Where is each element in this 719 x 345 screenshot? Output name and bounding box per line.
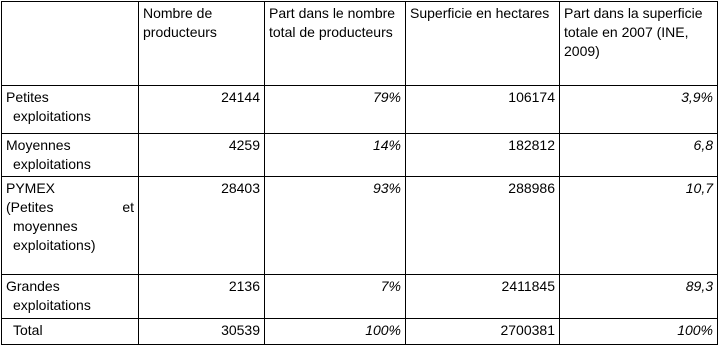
row-label-line: exploitations) bbox=[13, 237, 96, 253]
table-row bbox=[2, 177, 718, 275]
cell-part-superficie: 89,3 bbox=[560, 275, 718, 319]
table-row bbox=[2, 86, 718, 134]
cell-part-superficie: 10,7 bbox=[560, 177, 718, 275]
row-label-line: Petites bbox=[6, 89, 49, 105]
header-row bbox=[2, 2, 718, 86]
row-label-line bbox=[6, 198, 134, 217]
cell-part-nombre: 14% bbox=[265, 134, 406, 177]
header-cell-part-superficie: Part dans la superficie totale en 2007 (INE, 2009) bbox=[560, 2, 718, 86]
cell-part-nombre: 100% bbox=[265, 319, 406, 345]
cell-nombre: 24144 bbox=[139, 86, 265, 134]
cell-superficie: 288986 bbox=[406, 177, 560, 275]
row-label-word: et bbox=[122, 199, 134, 215]
cell-part-superficie: 100% bbox=[560, 319, 718, 345]
cell-superficie: 106174 bbox=[406, 86, 560, 134]
cell-nombre: 4259 bbox=[139, 134, 265, 177]
cell-superficie: 2411845 bbox=[406, 275, 560, 319]
table-row bbox=[2, 134, 718, 177]
row-label-word: (Petites bbox=[6, 199, 54, 215]
cell-nombre: 2136 bbox=[139, 275, 265, 319]
row-label-line: exploitations bbox=[13, 156, 91, 172]
row-label bbox=[2, 319, 139, 345]
cell-part-superficie: 3,9% bbox=[560, 86, 718, 134]
header-cell-nombre: Nombre de producteurs bbox=[139, 2, 265, 86]
data-table bbox=[1, 1, 718, 345]
row-label-line: exploitations bbox=[13, 297, 91, 313]
cell-superficie: 182812 bbox=[406, 134, 560, 177]
row-label bbox=[2, 86, 139, 134]
row-label-line: Total bbox=[13, 322, 43, 338]
cell-part-superficie: 6,8 bbox=[560, 134, 718, 177]
row-label bbox=[2, 275, 139, 319]
cell-superficie: 2700381 bbox=[406, 319, 560, 345]
header-cell-empty bbox=[2, 2, 139, 86]
total-row bbox=[2, 319, 718, 345]
cell-nombre: 30539 bbox=[139, 319, 265, 345]
row-label-line: Moyennes bbox=[6, 137, 71, 153]
table-row bbox=[2, 275, 718, 319]
row-label bbox=[2, 134, 139, 177]
row-label-line: moyennes bbox=[13, 218, 78, 234]
row-label-line: PYMEX bbox=[6, 180, 56, 196]
cell-nombre: 28403 bbox=[139, 177, 265, 275]
row-label bbox=[2, 177, 139, 275]
row-label-line: Grandes bbox=[6, 278, 60, 294]
header-cell-part-nombre: Part dans le nombre total de producteurs bbox=[265, 2, 406, 86]
row-label-line: exploitations bbox=[13, 108, 91, 124]
header-cell-superficie: Superficie en hectares bbox=[406, 2, 560, 86]
cell-part-nombre: 7% bbox=[265, 275, 406, 319]
cell-part-nombre: 79% bbox=[265, 86, 406, 134]
cell-part-nombre: 93% bbox=[265, 177, 406, 275]
